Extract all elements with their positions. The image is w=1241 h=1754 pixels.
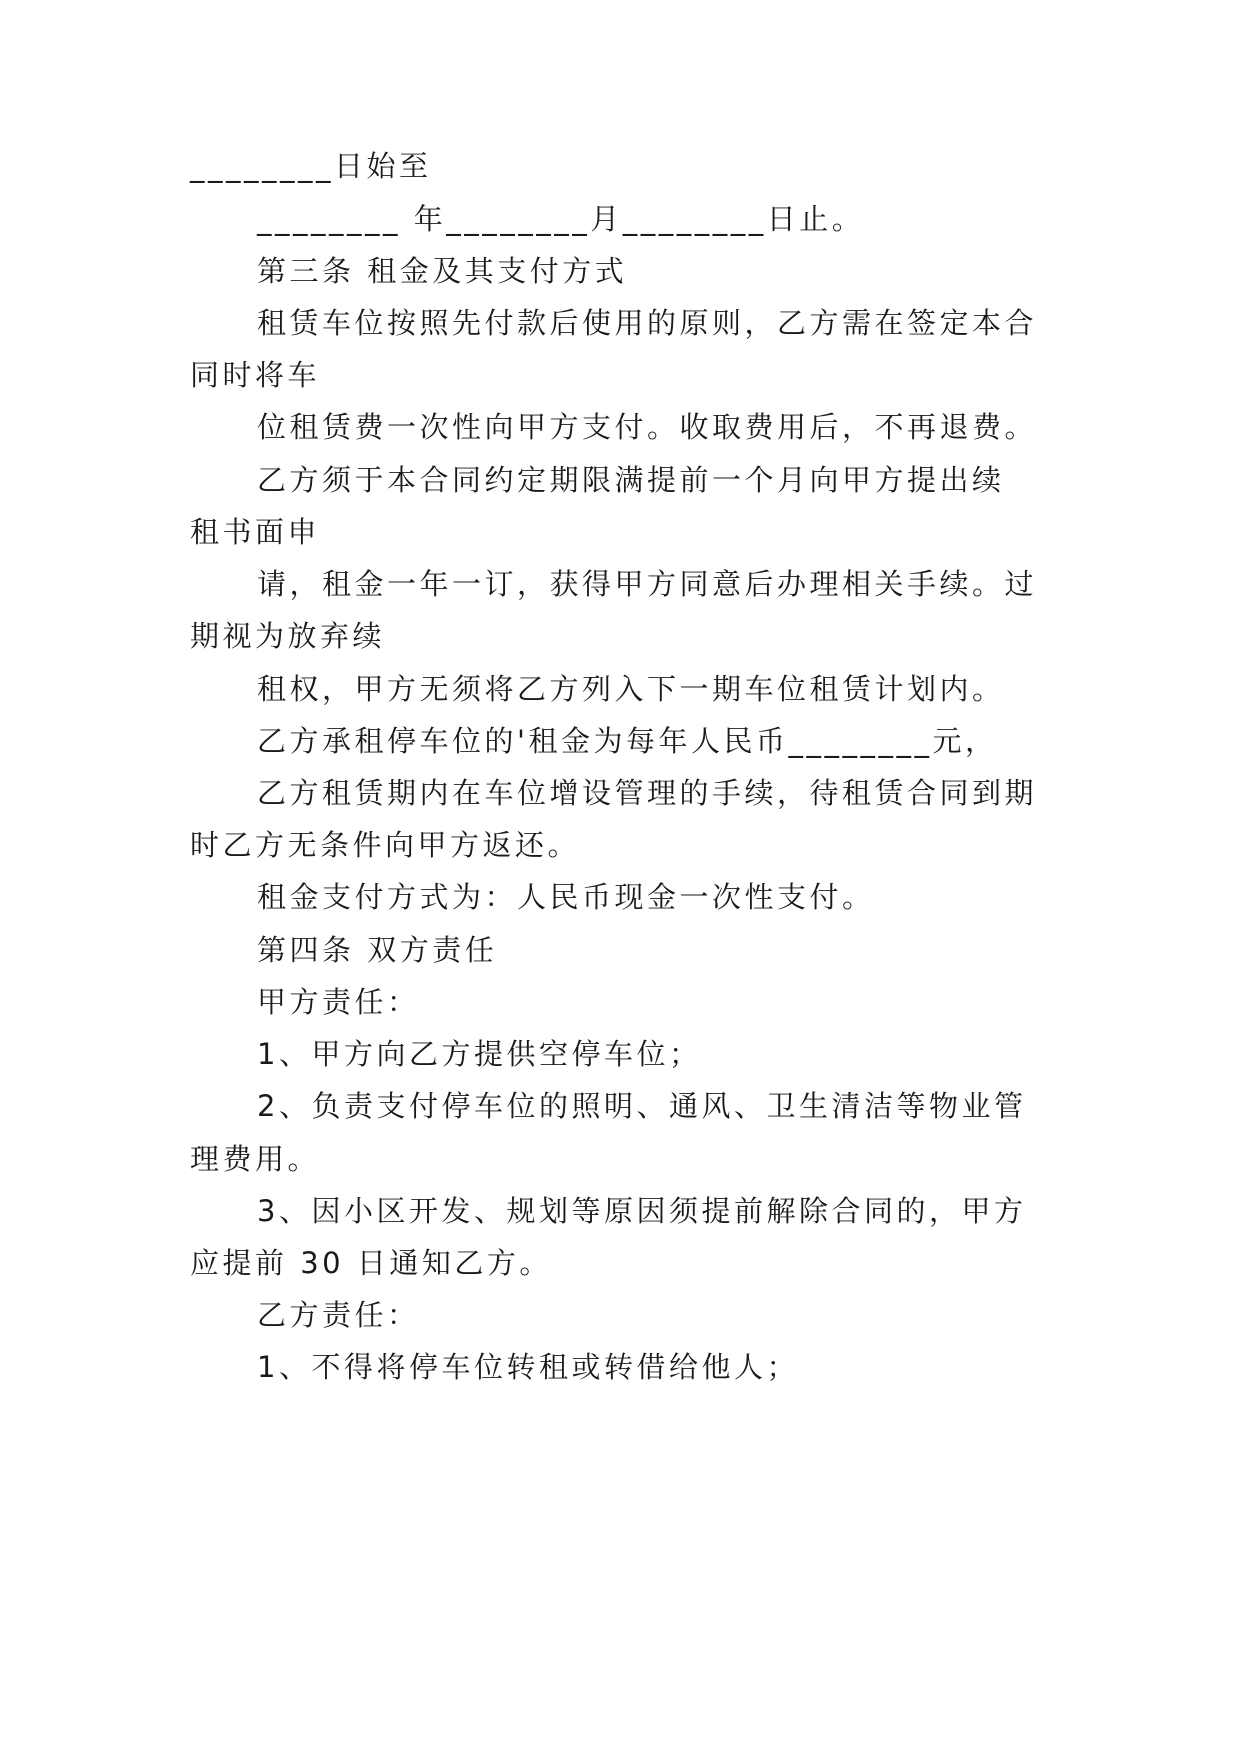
text-line: 时乙方无条件向甲方返还。 [190,828,581,862]
text-line: 期视为放弃续 [190,619,386,653]
text-line: 乙方须于本合同约定期限满提前一个月向甲方提出续 [257,463,1005,497]
text-line: 乙方责任： [257,1298,420,1332]
section-heading: 第四条 双方责任 [257,933,498,967]
text-line: 租赁车位按照先付款后使用的原则，乙方需在签定本合 [257,306,1038,340]
text-line: 应提前 30 日通知乙方。 [190,1246,552,1280]
section-heading: 第三条 租金及其支付方式 [257,254,628,288]
text-line: 理费用。 [190,1142,321,1176]
text-line: 甲方责任： [257,985,420,1019]
list-item: 3、因小区开发、规划等原因须提前解除合同的，甲方 [257,1194,1027,1228]
list-item: 1、不得将停车位转租或转借给他人； [257,1350,799,1384]
text-line: 租金支付方式为：人民币现金一次性支付。 [257,880,875,914]
text-line: 乙方租赁期内在车位增设管理的手续，待租赁合同到期 [257,776,1038,810]
text-line: ________ 年________月________日止。 [257,202,865,236]
text-line: 租书面申 [190,515,321,549]
list-item: 2、负责支付停车位的照明、通风、卫生清洁等物业管 [257,1089,1027,1123]
text-line: 位租赁费一次性向甲方支付。收取费用后，不再退费。 [257,410,1038,444]
text-line: 租权，甲方无须将乙方列入下一期车位租赁计划内。 [257,672,1005,706]
text-line: 同时将车 [190,358,321,392]
list-item: 1、甲方向乙方提供空停车位； [257,1037,702,1071]
text-line: 请，租金一年一订，获得甲方同意后办理相关手续。过 [257,567,1038,601]
text-line: 乙方承租停车位的'租金为每年人民币________元， [257,724,998,758]
text-line: ________日始至 [190,149,432,183]
